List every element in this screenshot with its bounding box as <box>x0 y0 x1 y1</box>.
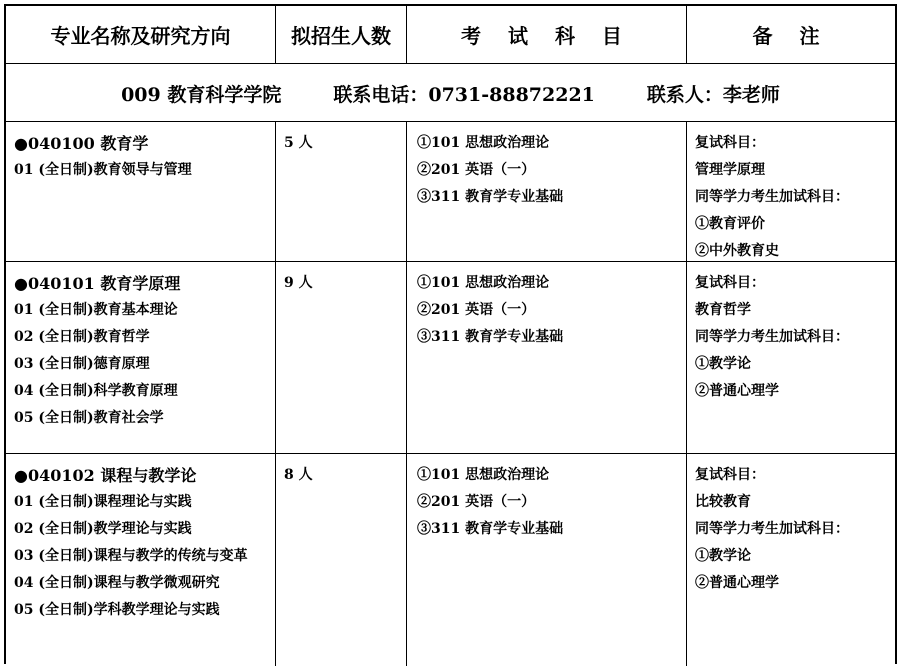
direction-item: 02 (全日制)教学理论与实践 <box>14 521 192 537</box>
table-header-row <box>6 6 895 64</box>
direction-item: 01 (全日制)教育领导与管理 <box>14 162 192 178</box>
exam-item: ③311 教育学专业基础 <box>417 521 564 537</box>
note-item: 复试科目： <box>695 135 765 151</box>
direction-item: 02 (全日制)教育哲学 <box>14 329 150 345</box>
table-row <box>6 454 895 666</box>
college-phone: 联系电话：0731-88872221 <box>333 83 595 106</box>
direction-item: 04 (全日制)课程与教学微观研究 <box>14 575 220 591</box>
direction-item: 05 (全日制)教育社会学 <box>14 410 164 426</box>
note-item: ②普通心理学 <box>695 575 779 591</box>
note-item: 复试科目： <box>695 467 765 483</box>
exam-item: ①101 思想政治理论 <box>417 467 550 483</box>
note-item: 比较教育 <box>695 494 751 510</box>
direction-item: 01 (全日制)教育基本理论 <box>14 302 178 318</box>
direction-item: 01 (全日制)课程理论与实践 <box>14 494 192 510</box>
note-item: 同等学力考生加试科目： <box>695 521 849 537</box>
exam-item: ③311 教育学专业基础 <box>417 329 564 345</box>
major-title: ●040102 课程与教学论 <box>14 466 197 485</box>
exam-item: ②201 英语（一） <box>417 162 536 178</box>
table-row <box>6 122 895 262</box>
quota-value: 5 人 <box>284 135 313 151</box>
table-row <box>6 262 895 454</box>
note-item: 教育哲学 <box>695 302 751 318</box>
major-title: ●040101 教育学原理 <box>14 274 181 293</box>
direction-item: 03 (全日制)课程与教学的传统与变革 <box>14 548 248 564</box>
quota-value: 9 人 <box>284 275 313 291</box>
exam-item: ①101 思想政治理论 <box>417 275 550 291</box>
quota-value: 8 人 <box>284 467 313 483</box>
header-notes: 备 注 <box>686 6 895 63</box>
exam-item: ①101 思想政治理论 <box>417 135 550 151</box>
note-item: 复试科目： <box>695 275 765 291</box>
note-item: 管理学原理 <box>695 162 765 178</box>
college-row <box>6 64 895 122</box>
header-exams: 考 试 科 目 <box>406 6 686 63</box>
college-name: 009 教育科学学院 <box>121 83 282 106</box>
note-item: 同等学力考生加试科目： <box>695 329 849 345</box>
header-major: 专业名称及研究方向 <box>50 24 231 48</box>
direction-item: 04 (全日制)科学教育原理 <box>14 383 178 399</box>
direction-item: 05 (全日制)学科教学理论与实践 <box>14 602 220 618</box>
exam-item: ②201 英语（一） <box>417 494 536 510</box>
note-item: 同等学力考生加试科目： <box>695 189 849 205</box>
college-contact: 联系人：李老师 <box>646 83 780 106</box>
exam-item: ②201 英语（一） <box>417 302 536 318</box>
note-item: ②普通心理学 <box>695 383 779 399</box>
direction-item: 03 (全日制)德育原理 <box>14 356 150 372</box>
major-title: ●040100 教育学 <box>14 134 149 153</box>
exam-item: ③311 教育学专业基础 <box>417 189 564 205</box>
admissions-table <box>4 4 897 664</box>
note-item: ①教学论 <box>695 548 751 564</box>
note-item: ①教学论 <box>695 356 751 372</box>
header-quota: 拟招生人数 <box>275 6 406 63</box>
note-item: ①教育评价 <box>695 216 765 232</box>
note-item: ②中外教育史 <box>695 243 779 259</box>
